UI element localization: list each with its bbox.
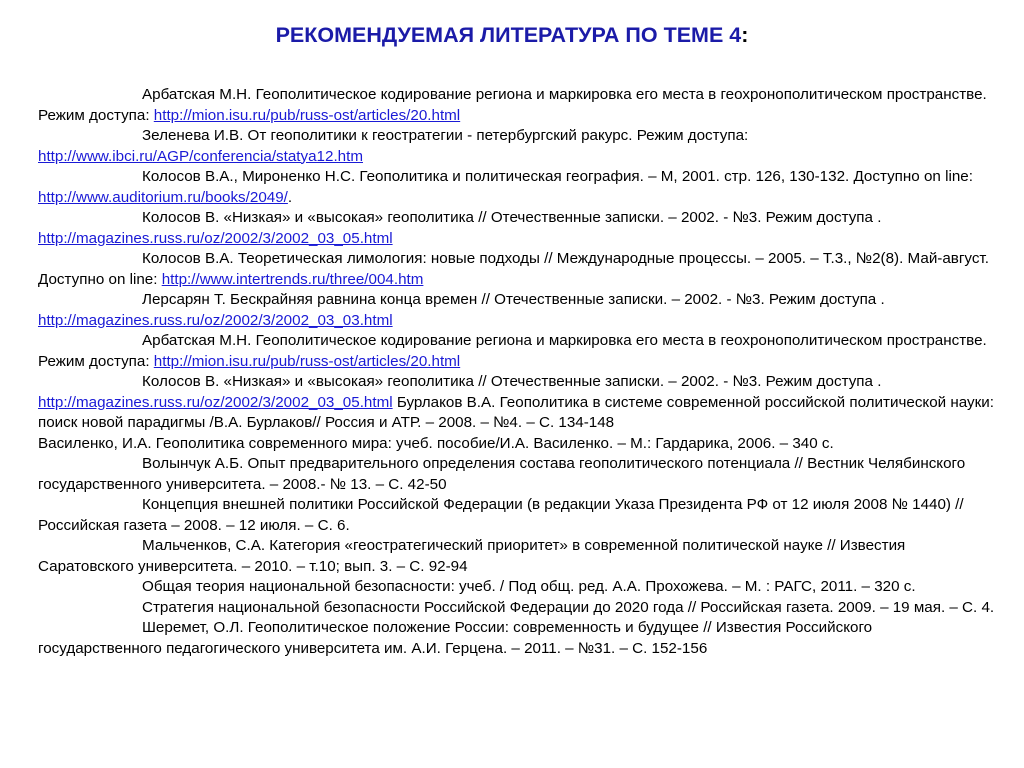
page-title	[0, 20, 1024, 50]
reference-link[interactable]: http://mion.isu.ru/pub/russ-ost/articles/20.html	[153, 106, 461, 124]
reference-link[interactable]: http://www.auditorium.ru/books/2049/	[38, 188, 288, 206]
reference-text: Колосов В.А. Теоретическая лимология: новые подходы // Международные процессы. – 2005. – Т.3., №2(8). Май-август. Доступно on line:	[38, 250, 989, 288]
reference-item	[38, 495, 998, 536]
reference-text: Концепция внешней политики Российской Федерации (в редакции Указа Президента РФ от 12 июля 2008 № 1440) // Российская газета – 2008. – 12 июля. – С. 6.	[38, 496, 964, 534]
reference-item	[38, 331, 998, 372]
reference-trailing-text: Бурлаков В.А. Геополитика в системе современной российской политической науки: поиск новой парадигмы /В.А. Бурлаков// Россия и АТР. – 2008. – №4. – С. 134-148	[38, 393, 994, 431]
reference-text: Василенко, И.А. Геополитика современного мира: учеб. пособие/И.А. Василенко. – М.: Гардарика, 2006. – 340 с.	[38, 434, 834, 452]
reference-text: Колосов В.А., Мироненко Н.С. Геополитика и политическая география. – М, 2001. стр. 126, 130-132. Доступно on line:	[142, 168, 973, 185]
reference-item	[38, 208, 998, 249]
reference-trailing-text: .	[287, 188, 293, 206]
reference-link[interactable]: http://www.ibci.ru/AGP/conferencia/statya12.htm	[38, 147, 363, 165]
reference-list	[38, 85, 998, 659]
reference-link[interactable]: http://mion.isu.ru/pub/russ-ost/articles/20.html	[153, 352, 461, 370]
reference-text: Колосов В. «Низкая» и «высокая» геополитика // Отечественные записки. – 2002. - №3. Режим доступа .	[142, 373, 882, 390]
reference-text: Колосов В. «Низкая» и «высокая» геополитика // Отечественные записки. – 2002. - №3. Режим доступа .	[142, 209, 882, 226]
reference-link[interactable]: http://magazines.russ.ru/oz/2002/3/2002_03_03.html	[38, 311, 393, 329]
title-colon: :	[741, 23, 749, 47]
title-text: РЕКОМЕНДУЕМАЯ ЛИТЕРАТУРА ПО ТЕМЕ 4	[275, 23, 742, 47]
reference-text: Лерсарян Т. Бескрайняя равнина конца времен // Отечественные записки. – 2002. - №3. Режим доступа .	[142, 291, 885, 308]
reference-item	[38, 434, 998, 455]
reference-item	[38, 454, 998, 495]
reference-text: Мальченков, С.А. Категория «геостратегический приоритет» в современной политической науке // Известия Саратовского университета. – 2010. – т.10; вып. 3. – С. 92-94	[38, 537, 906, 575]
reference-item	[38, 249, 998, 290]
reference-text: Общая теория национальной безопасности: учеб. / Под общ. ред. А.А. Прохожева. – М. : РАГС, 2011. – 320 с.	[142, 578, 916, 595]
reference-text: Зеленева И.В. От геополитики к геостратегии - петербургский ракурс. Режим доступа:	[142, 127, 749, 144]
reference-item	[38, 85, 998, 126]
reference-item	[38, 372, 998, 434]
reference-text: Шеремет, О.Л. Геополитическое положение России: современность и будущее // Известия Российского государственного педагогического университета им. А.И. Герцена. – 2011. – №31. – С. 152-156	[38, 619, 873, 657]
reference-item	[38, 618, 998, 659]
reference-text: Стратегия национальной безопасности Российской Федерации до 2020 года // Российская газета. 2009. – 19 мая. – С. 4.	[142, 598, 995, 616]
reference-item	[38, 290, 998, 331]
reference-link[interactable]: http://magazines.russ.ru/oz/2002/3/2002_03_05.html	[38, 229, 393, 247]
reference-text: Арбатская М.Н. Геополитическое кодирование региона и маркировка его места в геохронополитическом пространстве. Режим доступа:	[38, 332, 987, 370]
reference-text: Арбатская М.Н. Геополитическое кодирование региона и маркировка его места в геохронополитическом пространстве. Режим доступа:	[38, 86, 987, 124]
reference-item	[38, 598, 998, 619]
reference-link[interactable]: http://magazines.russ.ru/oz/2002/3/2002_03_05.html	[38, 393, 393, 411]
reference-link[interactable]: http://www.intertrends.ru/three/004.htm	[161, 270, 424, 288]
reference-item	[38, 167, 998, 208]
reference-item	[38, 577, 998, 598]
reference-item	[38, 536, 998, 577]
reference-item	[38, 126, 998, 167]
reference-text: Волынчук А.Б. Опыт предварительного определения состава геополитического потенциала // Вестник Челябинского государственного университета. – 2008.- № 13. – С. 42-50	[38, 455, 966, 493]
